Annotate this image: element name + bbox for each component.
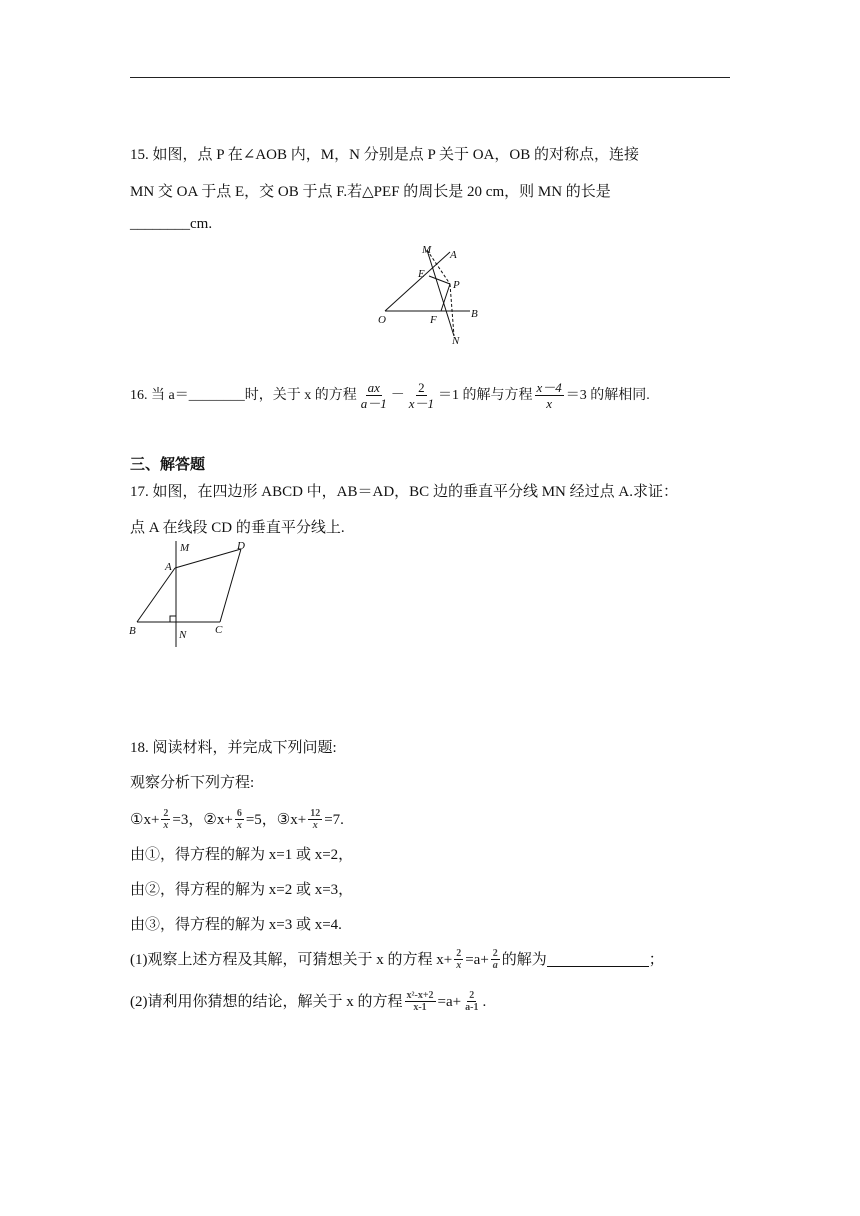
header-rule [130,77,730,78]
label-c: C [215,624,223,636]
q15-line2: MN 交 OA 于点 E，交 OB 于点 F.若△PEF 的周长是 20 cm，则 MN 的长是 [130,184,611,200]
q18-solution-3: 由③，得方程的解为 x=3 或 x=4. [130,917,342,933]
q18-part1-pre: (1)观察上述方程及其解，可猜想关于 x 的方程 x+ [130,951,453,968]
q16-prefix: 16. 当 a＝ [130,387,189,403]
q18-eq2-post: =5， [245,811,277,828]
q18-part2 [130,990,486,1013]
q18-part1-post: 的解为 [501,951,547,968]
q18-part2-fraction-2: $\frac{2}{a-1}$ [465,990,479,1013]
label-n: N [179,629,187,641]
label-b: B [471,308,478,320]
q18-part2-mid: =a+ [437,993,462,1010]
q18-part1-fraction-2: $\frac{2}{a}$ [492,948,498,971]
q18-part1 [130,948,664,971]
q18-eq3-pre: ③x+ [276,811,307,828]
q18-eq1-pre: ①x+ [130,811,160,828]
q18-answer-blank[interactable] [547,952,649,967]
label-a: A [450,249,457,261]
q15-answer-blank[interactable]: ________ [130,216,190,232]
q16-minus: － [390,387,405,403]
q18-solution-1: 由①，得方程的解为 x=1 或 x=2， [130,847,354,863]
q18-eq2-fraction: $\frac{6}{x}$ [236,808,242,831]
q18-eq3-post: =7. [324,811,344,828]
label-o: O [378,314,386,326]
q18-eq1-post: =3， [172,811,204,828]
q16-eq1: ＝1 的解与方程 [438,387,533,403]
q18-part2-fraction-1: $\frac{\text{x²-x+2}}{x-1}$ [406,990,434,1013]
q18-solution-2: 由②，得方程的解为 x=2 或 x=3， [130,882,354,898]
segment-ab [137,568,175,622]
label-f: F [430,314,437,326]
q16-fraction-2: $\frac{2}{x-1}$ [408,380,435,411]
right-angle-mark [170,616,176,622]
q18-part1-fraction-1: $\frac{2}{x}$ [456,948,462,971]
label-e: E [418,268,425,280]
q18-title: 18. 阅读材料，并完成下列问题: [130,740,337,756]
q18-eq2-pre: ②x+ [203,811,233,828]
q18-part2-pre: (2)请利用你猜想的结论，解关于 x 的方程 [130,993,403,1010]
q16-mid: 时，关于 x 的方程 [244,387,357,403]
q16-fraction-3: $\frac{x-4}{x}$ [536,380,562,411]
label-b: B [129,625,136,637]
label-m: M [422,244,432,256]
section-heading: 三、解答题 [130,455,206,473]
q16-line [130,380,650,411]
q18-part1-end: ； [648,951,664,968]
q18-intro: 观察分析下列方程: [130,775,255,791]
label-m: M [180,542,190,554]
label-a: A [165,561,172,573]
label-d: D [237,540,245,552]
q16-answer-blank[interactable]: ________ [188,387,245,403]
label-n: N [452,335,460,347]
ray-oa [385,252,450,311]
q16-fraction-1: $\frac{ax}{a-1}$ [360,380,387,411]
q15-unit: cm. [190,216,213,232]
q15-figure [370,238,500,350]
q18-equations [130,808,344,831]
q17-figure [125,538,255,650]
segment-dc [220,549,241,622]
q15-line1: 15. 如图，点 P 在∠AOB 内，M，N 分别是点 P 关于 OA，OB 的对称点，连接 [130,147,639,163]
q18-part1-mid: =a+ [465,951,489,968]
q18-eq3-fraction: $\frac{12}{x}$ [310,808,321,831]
q18-part2-end: . [482,993,487,1010]
q16-end: ＝3 的解相同. [565,387,650,403]
q17-line1: 17. 如图，在四边形 ABCD 中，AB＝AD，BC 边的垂直平分线 MN 经过点 A.求证： [130,484,678,500]
label-p: P [453,279,460,291]
q18-eq1-fraction: $\frac{2}{x}$ [163,808,169,831]
q17-line2: 点 A 在线段 CD 的垂直平分线上. [130,520,345,536]
q15-line3 [130,214,212,234]
